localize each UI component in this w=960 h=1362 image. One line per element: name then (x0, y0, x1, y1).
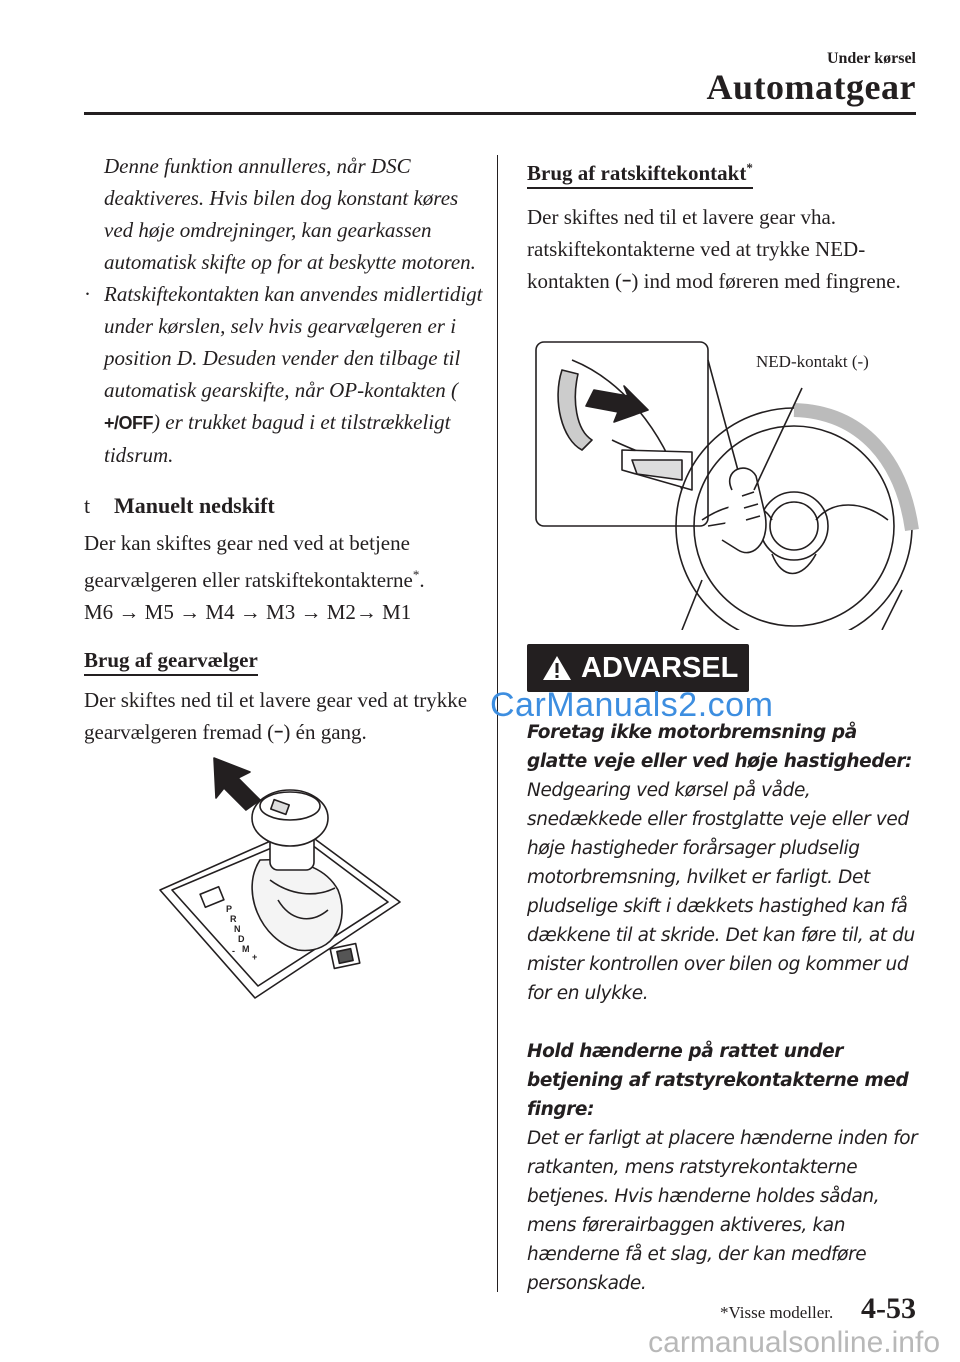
para-downshift-text: Der kan skiftes gear ned ved at betjene gearvælgeren eller ratskiftekontakterne (84, 531, 413, 592)
footnote: *Visse modeller. (720, 1303, 834, 1322)
right-column (527, 160, 917, 298)
page-number: 4-53 (861, 1292, 916, 1325)
warning-text-2: Det er farligt at placere hænderne inden for ratkanten, mens ratstyrekontakterne betjenes. Hvis hænderne holdes sådan, mens førerairbaggen aktiveres, kan hænderne få et slag, der kan medføre personskade. (527, 1128, 918, 1294)
subhead-lever: Brug af gearvælger (84, 648, 258, 676)
gear-sequence: M6 → M5 → M4 → M3 → M2→ M1 (84, 600, 412, 624)
warning-gap (527, 1008, 919, 1037)
para-lever (84, 684, 484, 749)
para-downshift (84, 527, 484, 628)
warning-text-1: Nedgearing ved kørsel på våde, snedækkede eller frostglatte veje eller ved høje hastigheder forårsager pludselig motorbremsning, hvilket er farligt. Det pludselige skift i dækkets hastighed kan få dækkene til at skride. Det kan føre til, at du mister kontrollen over bilen og kommer ud for en ulykke. (527, 780, 915, 1004)
warning-heading-1: Foretag ikke motorbremsning på glatte veje eller ved høje hastigheder: (527, 722, 913, 772)
gear-label-n: N (234, 924, 241, 934)
gear-label-plus: + (252, 952, 258, 962)
off-switch-symbol: +/OFF (104, 413, 154, 433)
warning-text (527, 718, 919, 1298)
site-watermark: carmanualsonline.info (648, 1326, 940, 1359)
steering-wheel-illustration (532, 340, 922, 630)
bullet-dot: · (84, 282, 91, 306)
gear-label-m: M (242, 944, 250, 954)
left-column (84, 150, 484, 749)
note-temporary-use (84, 278, 484, 471)
asterisk-mark-2: * (746, 160, 753, 175)
subhead-switch-text: Brug af ratskiftekontakt (527, 161, 747, 185)
section-marker: t (84, 493, 91, 518)
asterisk-mark: * (412, 567, 420, 582)
note-dsc: Denne funktion annulleres, når DSC deaktiveres. Hvis bilen dog konstant køres ved høje omdrejninger, kan gearkassen automatisk skifte op for at beskytte motoren. (104, 154, 476, 274)
note-text-start: Ratskiftekontakten kan anvendes midlertidigt under kørslen, selv hvis gearvælgeren er i position D. Desuden vender den tilbage til automatisk gearskifte, når OP-kontakten ( (104, 282, 483, 402)
section-manual-downshift (84, 493, 484, 519)
page-title: Automatgear (706, 67, 916, 107)
gear-label-r: R (230, 914, 237, 924)
note-text-end: ) er trukket bagud i et tilstrækkeligt tidsrum. (104, 410, 451, 467)
minus-symbol-2: − (622, 273, 632, 290)
gear-label-p: P (226, 904, 233, 914)
forward-arrow-icon (214, 758, 260, 810)
warning-heading-2: Hold hænderne på rattet under betjening af ratstyrekontakterne med fingre: (527, 1041, 909, 1120)
warning-triangle-icon (541, 654, 573, 682)
subhead-switch (527, 160, 753, 189)
gear-label-minus: - (232, 946, 235, 956)
gear-label-d: D (238, 934, 245, 944)
warning-badge-label: ADVARSEL (581, 651, 739, 684)
minus-symbol: − (274, 724, 284, 741)
header-rule (84, 112, 916, 115)
italic-notes (84, 150, 484, 471)
para-switch-text-end: ) ind mod føreren med fingrene. (631, 269, 901, 293)
warning-badge (527, 644, 749, 692)
para-period: . (419, 568, 425, 592)
header-section-label: Under kørsel (826, 50, 916, 67)
watermark: CarManuals2.com (490, 686, 774, 724)
para-lever-text: Der skiftes ned til et lavere gear ved at trykke gearvælgeren fremad ( (84, 688, 468, 744)
para-switch (527, 201, 917, 298)
section-title: Manuelt nedskift (114, 493, 275, 518)
para-lever-text-end: ) én gang. (283, 720, 367, 744)
ned-switch-label: NED-kontakt (-) (756, 352, 869, 371)
gear-lever-illustration (150, 750, 410, 1010)
para-switch-text: Der skiftes ned til et lavere gear vha. ratskiftekontakterne ved at trykke NED-kontakten ( (527, 205, 866, 293)
